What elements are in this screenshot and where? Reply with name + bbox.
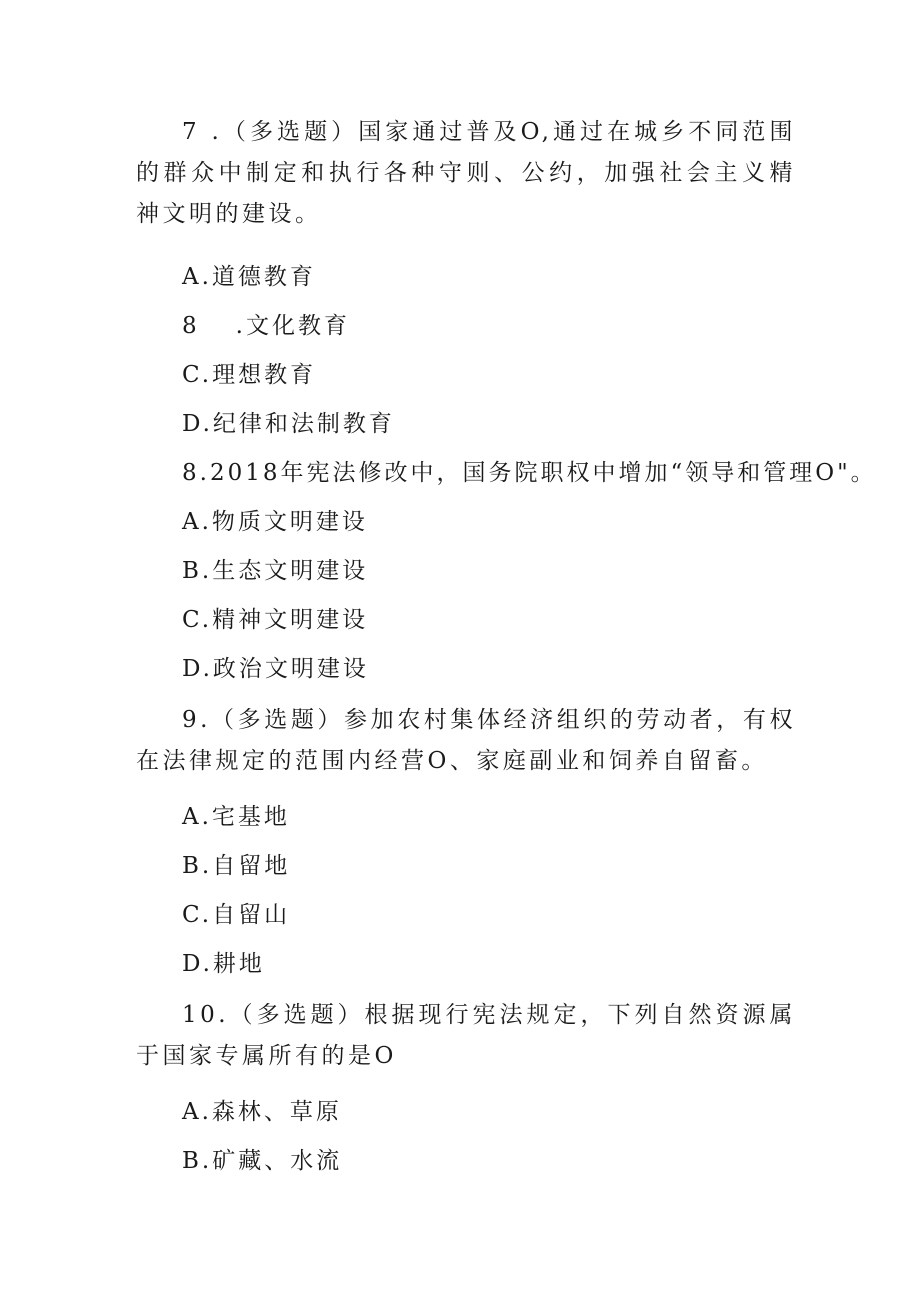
question-9-option-a: A.宅基地 xyxy=(182,804,290,830)
question-10-stem: 10.（多选题）根据现行宪法规定，下列自然资源属于国家专属所有的是O xyxy=(136,1002,796,1069)
question-7-option-d: D.纪律和法制教育 xyxy=(182,411,395,437)
question-7-stem: 7 .（多选题）国家通过普及O,通过在城乡不同范围的群众中制定和执行各种守则、公约，加强社会主义精神文明的建设。 xyxy=(136,119,796,227)
question-7-option-a: A.道德教育 xyxy=(182,264,316,290)
question-8-option-d: D.政治文明建设 xyxy=(182,656,369,682)
question-8-option-c: C.精神文明建设 xyxy=(182,607,369,633)
question-7-option-b-number: 8 xyxy=(182,313,200,339)
question-7-option-b xyxy=(182,311,350,341)
question-7-option-c: C.理想教育 xyxy=(182,362,317,388)
question-10-option-a: A.森林、草原 xyxy=(182,1099,342,1125)
question-9-option-b: B.自留地 xyxy=(182,853,291,879)
question-10-option-b: B.矿藏、水流 xyxy=(182,1148,343,1174)
question-9-option-c: C.自留山 xyxy=(182,902,291,928)
question-8-option-b: B.生态文明建设 xyxy=(182,558,369,584)
question-8-option-a: A.物质文明建设 xyxy=(182,509,368,535)
question-7-option-b-text: .文化教育 xyxy=(235,313,350,339)
question-9-option-d: D.耕地 xyxy=(182,951,265,977)
question-9-stem: 9.（多选题）参加农村集体经济组织的劳动者，有权在法律规定的范围内经营O、家庭副业和饲养自留畜。 xyxy=(136,707,796,774)
question-8-stem: 8.2018年宪法修改中，国务院职权中增加“领导和管理O"。 xyxy=(182,460,877,486)
